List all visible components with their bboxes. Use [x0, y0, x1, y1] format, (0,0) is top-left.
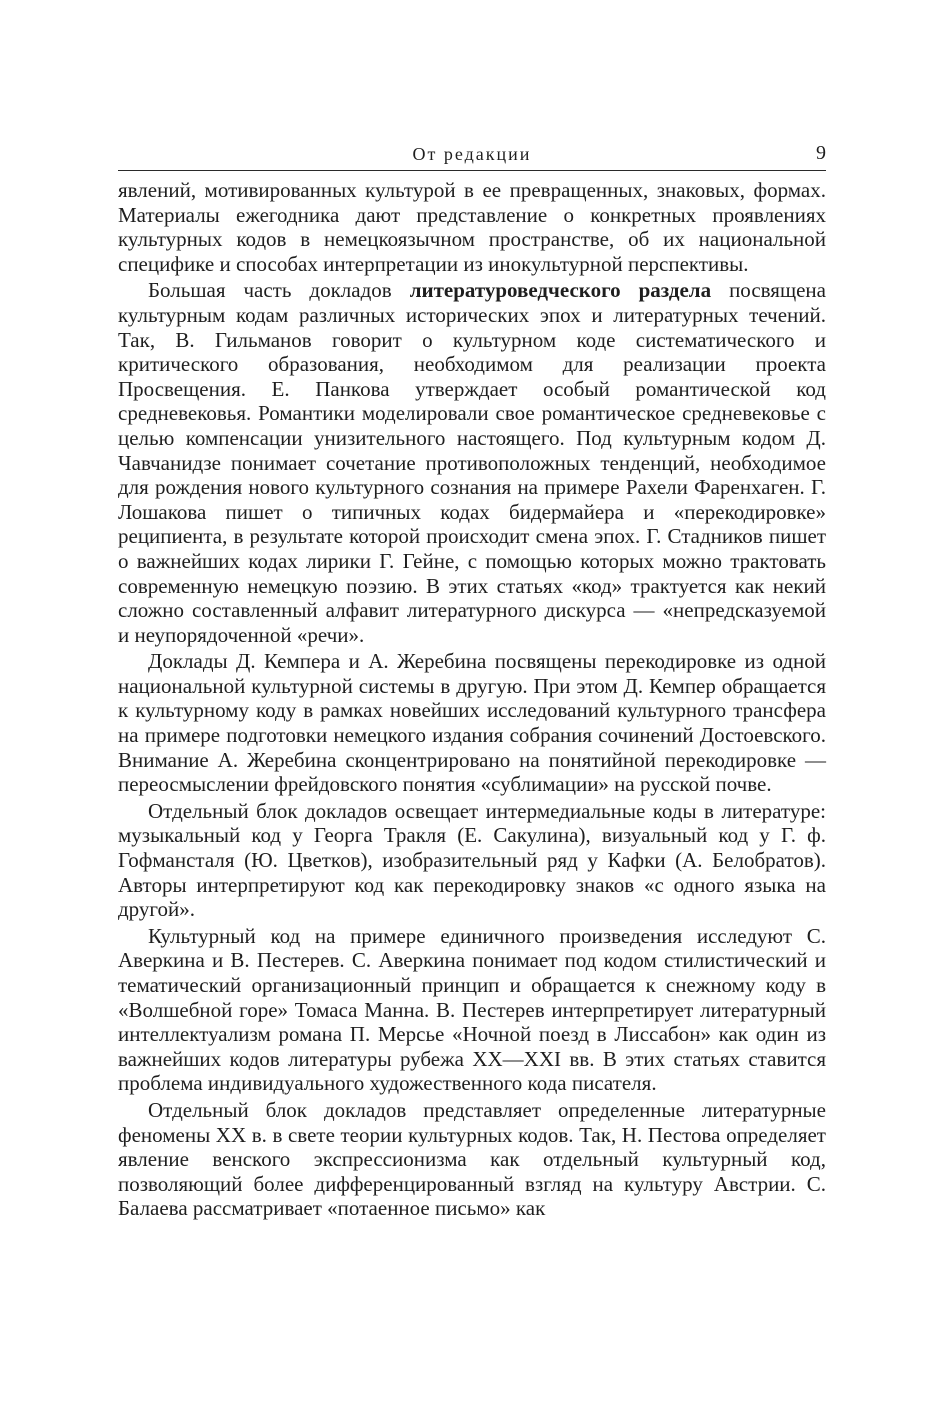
paragraph-intermedial: Отдельный блок докладов освещает интермедиальные коды в литературе: музыкальный код у Георга Тракля (Е. Сакулина), визуальный код у Г. ф. Гофмансталя (Ю. Цветков), изобразительный ряд у Кафки (А. Белобратов). Авторы интерпретируют код как перекодировку знаков «с одного языка на другой». — [118, 798, 826, 922]
running-head — [118, 142, 826, 171]
paragraph-single-work: Культурный код на примере единичного произведения исследуют С. Аверкина и В. Пестерев. С. Аверкина понимает под кодом стилистический и тематический организационный принцип и обращается к снежному коду в «Волшебной горе» Томаса Манна. В. Пестерев интерпретирует литературный интеллектуализм романа П. Мерсье «Ночной поезд в Лиссабон» как один из важнейших кодов литературы рубежа XX—XXI вв. В этих статьях ставится проблема индивидуального художественного кода писателя. — [118, 923, 826, 1096]
paragraph-literary-section — [118, 278, 826, 647]
paragraph-text: посвящена культурным кодам различных исторических эпох и литературных течений. Так, В. Гильманов говорит о культурном коде систематического и критического образования, необходимом для реализации проекта Просвещения. Е. Панкова утверждает особый романтической код средневековья. Романтики моделировали свое романтическое средневековье с целью компенсации унизительного настоящего. Под культурным кодом Д. Чавчанидзе понимает сочетание противоположных тенденций, необходимое для рождения нового культурного сознания на примере Рахели Фаренхаген. Г. Лошакова пишет о типичных кодах бидермайера и «перекодировке» реципиента, в результате которой происходит смена эпох. Г. Стадников пишет о важнейших кодах лирики Г. Гейне, с помощью которых можно трактовать современную немецкую поэзию. В этих статьях «код» трактуется как некий сложно составленный алфавит литературного дискурса — «непредсказуемой и неупорядоченной «речи». — [118, 278, 826, 647]
running-title: От редакции — [412, 144, 532, 164]
page — [118, 142, 826, 1223]
paragraph-recoding: Доклады Д. Кемпера и А. Жеребина посвящены перекодировке из одной национальной культурной системы в другую. При этом Д. Кемпер обращается к культурному коду в рамках новейших исследований культурного трансфера на примере подготовки немецкого издания собрания сочинений Достоевского. Внимание А. Жеребина сконцентрировано на понятийной перекодировке — переосмыслении фрейдовского понятия «сублимации» на русской почве. — [118, 649, 826, 797]
paragraph-continuation: явлений, мотивированных культурой в ее превращенных, знаковых, формах. Материалы ежегодника дают представление о конкретных проявлениях культурных кодов в немецкоязычном пространстве, об их национальной специфике и способах интерпретации из инокультурной перспективы. — [118, 178, 826, 276]
paragraph-phenomena: Отдельный блок докладов представляет определенные литературные феномены XX в. в свете теории культурных кодов. Так, Н. Пестова определяет явление венского экспрессионизма как отдельный культурный код, позволяющий более дифференцированный взгляд на культуру Австрии. С. Балаева рассматривает «потаенное письмо» как — [118, 1097, 826, 1221]
page-number: 9 — [816, 142, 826, 164]
paragraph-text: Большая часть докладов — [148, 278, 410, 303]
bold-term: литературоведческого раздела — [409, 278, 712, 303]
body-text — [118, 178, 826, 1221]
